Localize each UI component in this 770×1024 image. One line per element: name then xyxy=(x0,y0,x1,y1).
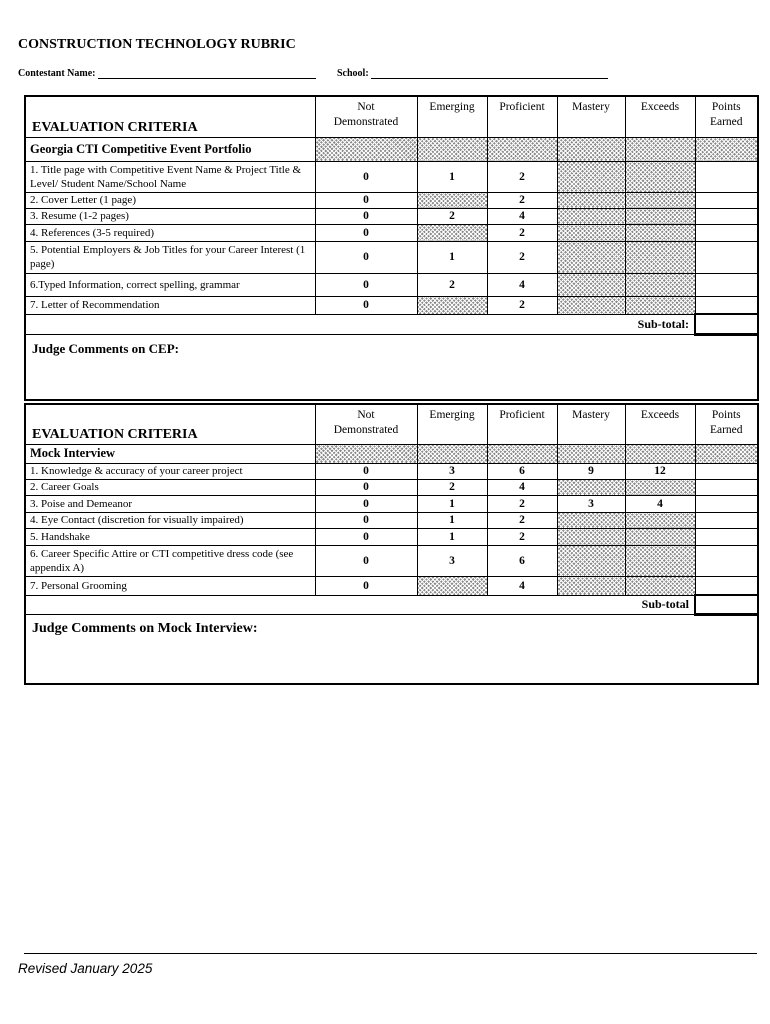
points-earned-cell[interactable] xyxy=(695,576,758,595)
criterion-label: 6.Typed Information, correct spelling, grammar xyxy=(25,273,315,296)
contestant-name-label: Contestant Name: xyxy=(18,68,96,79)
score-cell: 6 xyxy=(487,463,557,479)
score-cell: 1 xyxy=(417,495,487,512)
footer-divider xyxy=(24,953,757,954)
col-emerging: Emerging xyxy=(417,96,487,137)
table-row xyxy=(25,576,758,595)
col-not-demonstrated: Not Demonstrated xyxy=(315,404,417,444)
judge-comments-cep[interactable] xyxy=(25,334,758,400)
score-cell: 3 xyxy=(417,463,487,479)
score-cell: 4 xyxy=(625,495,695,512)
score-cell: 1 xyxy=(417,241,487,273)
col-exceeds: Exceeds xyxy=(625,404,695,444)
col-proficient: Proficient xyxy=(487,96,557,137)
criteria-heading: EVALUATION CRITERIA xyxy=(25,96,315,137)
points-earned-cell[interactable] xyxy=(695,241,758,273)
score-cell: 2 xyxy=(487,512,557,528)
col-points-earned: Points Earned xyxy=(695,96,758,137)
points-earned-cell[interactable] xyxy=(695,273,758,296)
score-cell: 2 xyxy=(487,224,557,241)
contestant-name-field[interactable] xyxy=(18,68,316,79)
judge-comments-label: Judge Comments on CEP: xyxy=(32,340,179,356)
score-cell: 2 xyxy=(487,192,557,208)
score-cell: 2 xyxy=(487,241,557,273)
table-row xyxy=(25,224,758,241)
score-cell: 2 xyxy=(417,479,487,495)
score-cell: 0 xyxy=(315,296,417,314)
criterion-label: 2. Cover Letter (1 page) xyxy=(25,192,315,208)
score-cell: 0 xyxy=(315,224,417,241)
table-row xyxy=(25,479,758,495)
criterion-label: 7. Letter of Recommendation xyxy=(25,296,315,314)
table-row xyxy=(25,241,758,273)
table-row xyxy=(25,296,758,314)
score-cell: 6 xyxy=(487,545,557,576)
table-row xyxy=(25,192,758,208)
score-cell: 2 xyxy=(417,273,487,296)
score-cell: 0 xyxy=(315,576,417,595)
score-cell: 0 xyxy=(315,479,417,495)
criterion-label: 1. Knowledge & accuracy of your career project xyxy=(25,463,315,479)
subtotal-box[interactable] xyxy=(695,314,758,334)
contestant-name-blank[interactable] xyxy=(98,69,316,79)
score-cell: 4 xyxy=(487,273,557,296)
page-title: CONSTRUCTION TECHNOLOGY RUBRIC xyxy=(18,37,296,52)
score-cell: 0 xyxy=(315,273,417,296)
score-cell: 1 xyxy=(417,528,487,545)
school-field[interactable] xyxy=(337,68,608,79)
score-cell: 3 xyxy=(417,545,487,576)
score-cell: 0 xyxy=(315,545,417,576)
score-cell: 4 xyxy=(487,479,557,495)
col-not-demonstrated: Not Demonstrated xyxy=(315,96,417,137)
score-cell: 2 xyxy=(487,296,557,314)
score-cell: 12 xyxy=(625,463,695,479)
criterion-label: 7. Personal Grooming xyxy=(25,576,315,595)
score-cell: 0 xyxy=(315,512,417,528)
table-row xyxy=(25,528,758,545)
revision-note: Revised January 2025 xyxy=(18,961,153,976)
table-row xyxy=(25,512,758,528)
score-cell: 1 xyxy=(417,512,487,528)
mock-interview-rubric-table xyxy=(24,403,759,685)
score-cell: 2 xyxy=(487,495,557,512)
score-cell: 0 xyxy=(315,192,417,208)
subtotal-box[interactable] xyxy=(695,595,758,614)
criteria-heading: EVALUATION CRITERIA xyxy=(25,404,315,444)
criterion-label: 4. Eye Contact (discretion for visually impaired) xyxy=(25,512,315,528)
criterion-label: 2. Career Goals xyxy=(25,479,315,495)
points-earned-cell[interactable] xyxy=(695,161,758,192)
points-earned-cell[interactable] xyxy=(695,463,758,479)
subtotal-label: Sub-total: xyxy=(25,314,695,334)
score-cell: 2 xyxy=(417,208,487,224)
criterion-label: 5. Potential Employers & Job Titles for your Career Interest (1 page) xyxy=(25,241,315,273)
score-cell: 0 xyxy=(315,241,417,273)
col-proficient: Proficient xyxy=(487,404,557,444)
table-row xyxy=(25,463,758,479)
score-cell: 0 xyxy=(315,528,417,545)
score-cell: 1 xyxy=(417,161,487,192)
criterion-label: 3. Poise and Demeanor xyxy=(25,495,315,512)
points-earned-cell[interactable] xyxy=(695,208,758,224)
score-cell: 0 xyxy=(315,208,417,224)
criterion-label: 5. Handshake xyxy=(25,528,315,545)
points-earned-cell[interactable] xyxy=(695,479,758,495)
judge-comments-mock-interview[interactable] xyxy=(25,614,758,684)
points-earned-cell[interactable] xyxy=(695,512,758,528)
criterion-label: 6. Career Specific Attire or CTI competitive dress code (see appendix A) xyxy=(25,545,315,576)
score-cell: 0 xyxy=(315,463,417,479)
col-emerging: Emerging xyxy=(417,404,487,444)
portfolio-rubric-table xyxy=(24,95,759,401)
score-cell: 4 xyxy=(487,576,557,595)
points-earned-cell[interactable] xyxy=(695,224,758,241)
col-mastery: Mastery xyxy=(557,404,625,444)
table-row xyxy=(25,161,758,192)
score-cell: 2 xyxy=(487,161,557,192)
group-title: Mock Interview xyxy=(25,444,315,463)
table-row xyxy=(25,495,758,512)
group-title: Georgia CTI Competitive Event Portfolio xyxy=(25,137,315,161)
score-cell: 3 xyxy=(557,495,625,512)
table-row xyxy=(25,208,758,224)
points-earned-cell[interactable] xyxy=(695,545,758,576)
points-earned-cell[interactable] xyxy=(695,296,758,314)
score-cell: 0 xyxy=(315,161,417,192)
school-label: School: xyxy=(337,68,369,79)
score-cell: 0 xyxy=(315,495,417,512)
points-earned-cell[interactable] xyxy=(695,192,758,208)
points-earned-cell[interactable] xyxy=(695,528,758,545)
criterion-label: 3. Resume (1-2 pages) xyxy=(25,208,315,224)
school-blank[interactable] xyxy=(371,69,608,79)
col-points-earned: Points Earned xyxy=(695,404,758,444)
col-mastery: Mastery xyxy=(557,96,625,137)
score-cell: 2 xyxy=(487,528,557,545)
points-earned-cell[interactable] xyxy=(695,495,758,512)
criterion-label: 4. References (3-5 required) xyxy=(25,224,315,241)
table-row xyxy=(25,273,758,296)
subtotal-label: Sub-total xyxy=(25,595,695,614)
score-cell: 9 xyxy=(557,463,625,479)
table-row xyxy=(25,545,758,576)
col-exceeds: Exceeds xyxy=(625,96,695,137)
criterion-label: 1. Title page with Competitive Event Name & Project Title & Level/ Student Name/School Name xyxy=(25,161,315,192)
judge-comments-label: Judge Comments on Mock Interview: xyxy=(32,620,258,636)
score-cell: 4 xyxy=(487,208,557,224)
